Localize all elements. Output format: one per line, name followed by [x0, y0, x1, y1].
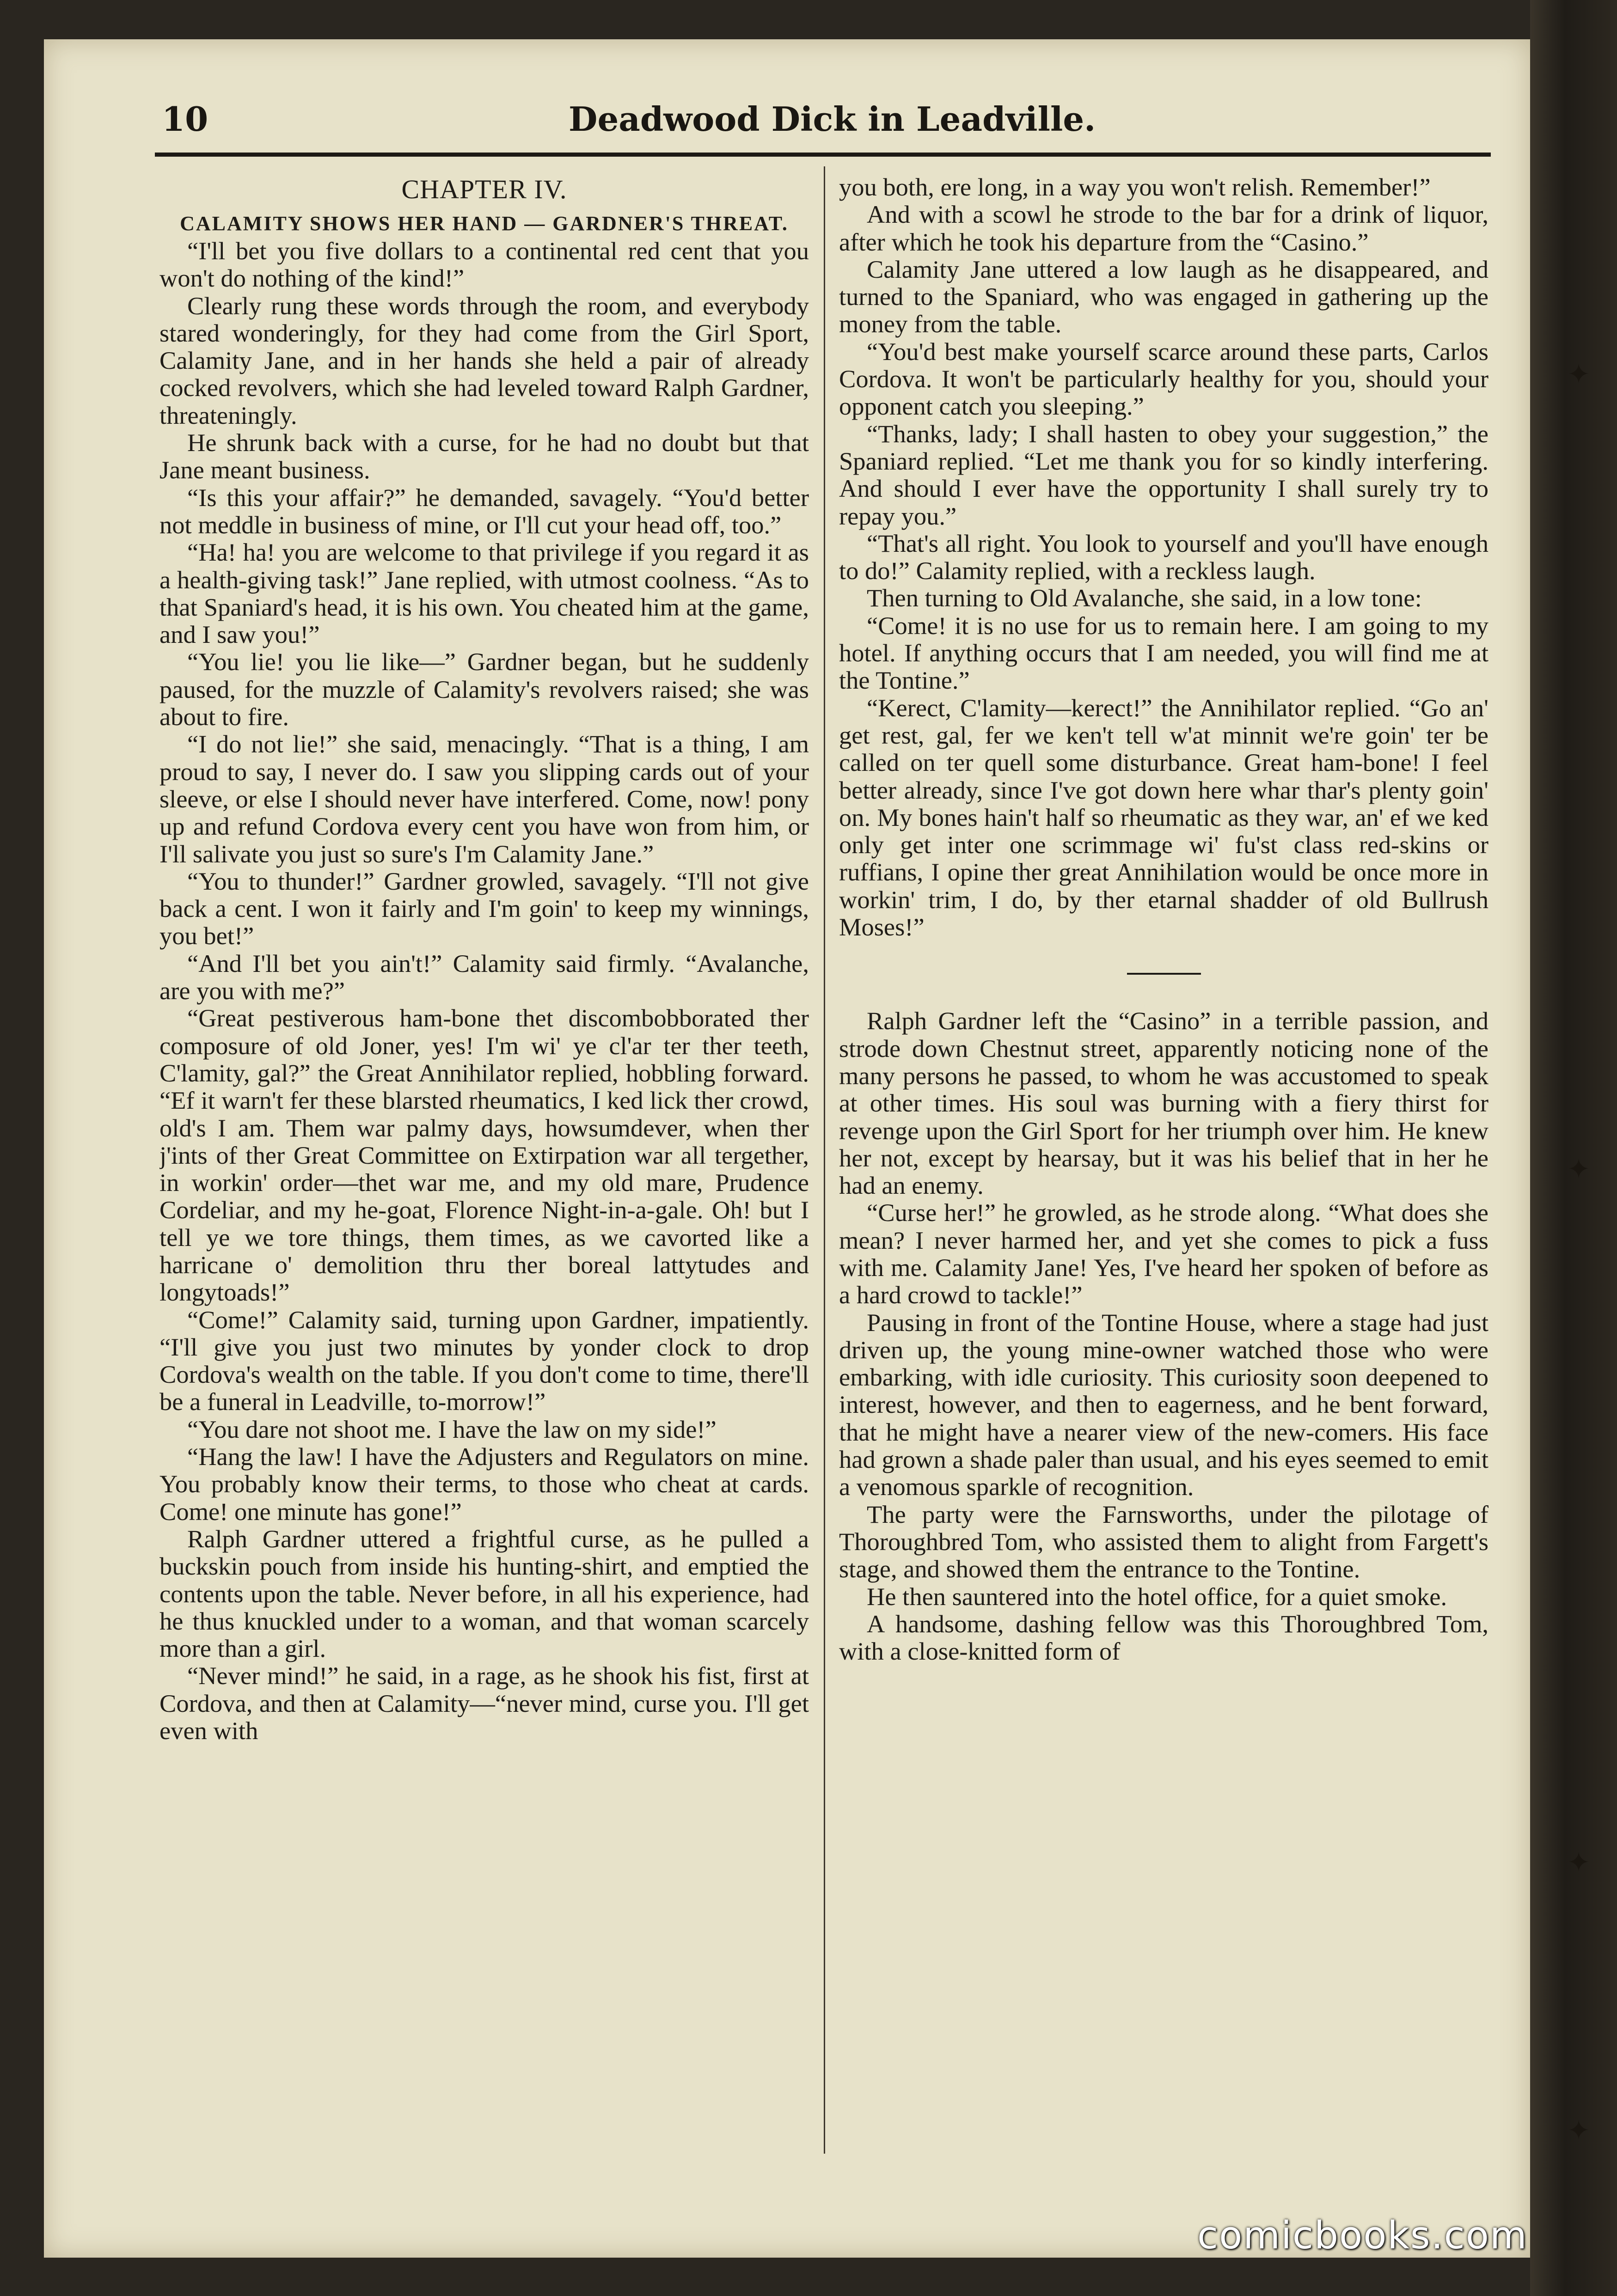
- paragraph: “You'd best make yourself scarce around these parts, Carlos Cordova. It won't be particularly healthy for you, should your opponent catch you sleeping.”: [839, 337, 1488, 421]
- binding-stitch-mark: ✦: [1567, 1846, 1591, 1879]
- chapter-subtitle: CALAMITY SHOWS HER HAND — GARDNER'S THREAT.: [180, 212, 789, 235]
- paragraph: “Hang the law! I have the Adjusters and Regulators on mine. You probably know their terms, to those who cheat at cards. Come! one minute has gone!”: [159, 1442, 809, 1526]
- paragraph: Pausing in front of the Tontine House, where a stage had just driven up, the young mine-owner watched those who were embarking, with idle curiosity. This curiosity soon deepened to interest, however, and then to eagerness, and he bent forward, that he might have a nearer view of the new-comers. His face had grown a shade paler than usual, and his eyes seemed to emit a venomous sparkle of recognition.: [839, 1308, 1488, 1501]
- book-spine: [1530, 0, 1617, 2296]
- paragraph: “You lie! you lie like—” Gardner began, but he suddenly paused, for the muzzle of Calamity's revolvers raised; she was about to fire.: [159, 647, 809, 731]
- paragraph: Clearly rung these words through the room, and everybody stared wonderingly, for they had come from the Girl Sport, Calamity Jane, and in her hands she held a pair of already cocked revolvers, which she had leveled toward Ralph Gardner, threateningly.: [159, 291, 809, 429]
- running-title: Deadwood Dick in Leadville.: [569, 99, 1096, 139]
- paragraph: The party were the Farnsworths, under the pilotage of Thoroughbred Tom, who assisted them to alight from Fargett's stage, and showed them the entrance to the Tontine.: [839, 1500, 1488, 1583]
- paragraph: “That's all right. You look to yourself and you'll have enough to do!” Calamity replied, with a reckless laugh.: [839, 529, 1488, 585]
- paragraph: “And I'll bet you ain't!” Calamity said firmly. “Avalanche, are you with me?”: [159, 949, 809, 1005]
- header-rule: [155, 153, 1491, 157]
- watermark: comicbooks.com: [1197, 2214, 1528, 2258]
- right-column: [839, 173, 1488, 2147]
- paragraph: He then sauntered into the hotel office, for a quiet smoke.: [867, 1582, 1447, 1611]
- section-break-rule: [1127, 973, 1201, 975]
- paragraph: Calamity Jane uttered a low laugh as he disappeared, and turned to the Spaniard, who was engaged in gathering up the money from the table.: [839, 255, 1488, 338]
- page-header: [162, 99, 1493, 150]
- paragraph: Then turning to Old Avalanche, she said, in a low tone:: [867, 584, 1422, 612]
- paragraph: “Thanks, lady; I shall hasten to obey your suggestion,” the Spaniard replied. “Let me thank you for so kindly interfering. And should I ever have the opportunity I shall surely try to repay you.”: [839, 419, 1488, 530]
- paragraph: “Never mind!” he said, in a rage, as he shook his fist, first at Cordova, and then at Calamity—“never mind, curse you. I'll get even with: [159, 1661, 809, 1745]
- paragraph: A handsome, dashing fellow was this Thoroughbred Tom, with a close-knitted form of: [839, 1609, 1488, 1666]
- left-column: [159, 173, 809, 2147]
- binding-stitch-mark: ✦: [1567, 1153, 1591, 1185]
- paragraph: “Is this your affair?” he demanded, savagely. “You'd better not meddle in business of mine, or I'll cut your head off, too.”: [159, 483, 809, 539]
- chapter-title: CHAPTER IV.: [401, 174, 567, 204]
- page-number: 10: [162, 99, 208, 139]
- paragraph: Ralph Gardner left the “Casino” in a terrible passion, and strode down Chestnut street, apparently noticing none of the many persons he passed, to whom he was accustomed to speak at other times. His soul was burning with a fiery thirst for revenge upon the Girl Sport for her triumph over him. He knew her not, except by hearsay, but it was his belief that in her he had an enemy.: [839, 1007, 1488, 1200]
- paragraph: “I do not lie!” she said, menacingly. “That is a thing, I am proud to say, I never do. I saw you slipping cards out of your sleeve, or else I should never have interfered. Come, now! pony up and refund Cordova every cent you have won from him, or I'll salivate you just so sure's I'm Calamity Jane.”: [159, 730, 809, 868]
- paragraph: “Curse her!” he growled, as he strode along. “What does she mean? I never harmed her, and yet she comes to pick a fuss with me. Calamity Jane! Yes, I've heard her spoken of before as a hard crowd to tackle!”: [839, 1198, 1488, 1309]
- paragraph: “Ha! ha! you are welcome to that privilege if you regard it as a health-giving task!” Jane replied, with utmost coolness. “As to that Spaniard's head, it is his own. You cheated him at the game, and I saw you!”: [159, 538, 809, 649]
- paragraph: “You dare not shoot me. I have the law on my side!”: [187, 1415, 717, 1443]
- paragraph: you both, ere long, in a way you won't relish. Remember!”: [839, 173, 1431, 201]
- paragraph: “Come!” Calamity said, turning upon Gardner, impatiently. “I'll give you just two minutes by yonder clock to drop Cordova's wealth on the table. If you don't come to time, there'll be a funeral in Leadville, to-morrow!”: [159, 1305, 809, 1416]
- paragraph: “You to thunder!” Gardner growled, savagely. “I'll not give back a cent. I won it fairly and I'm goin' to keep my winnings, you bet!”: [159, 867, 809, 950]
- binding-stitch-mark: ✦: [1567, 358, 1591, 391]
- paragraph: “Come! it is no use for us to remain here. I am going to my hotel. If anything occurs that I am needed, you will find me at the Tontine.”: [839, 611, 1488, 695]
- column-divider: [824, 166, 825, 2154]
- paragraph: “Kerect, C'lamity—kerect!” the Annihilator replied. “Go an' get rest, gal, fer we ken't tell w'at minnit we're goin' ter be called on ter quell some disturbance. Great ham-bone! I feel better already, since I've got down here whar thar's plenty goin' on. My bones hain't half so rheumatic as they war, an' ef we ked only get inter one scrimmage wi' fu'st class red-skins or ruffians, I opine ther great Annihilation would be once more in workin' trim, I do, by ther etarnal shadder of old Bullrush Moses!”: [839, 693, 1488, 941]
- paragraph: “Great pestiverous ham-bone thet discombobborated ther composure of old Joner, yes! I'm wi' ye cl'ar ter ther teeth, C'lamity, gal?” the Great Annihilator replied, hobbling forward. “Ef it warn't fer these blarsted rheumatics, I ked lick ther crowd, old's I am. Them war palmy days, howsumdever, when ther j'ints of ther Great Committee on Extirpation war all tergether, in workin' order—thet war me, and my old mare, Prudence Cordeliar, and my he-goat, Florence Night-in-a-gale. Oh! but I tell ye we tore things, them times, as we cavorted like a harricane o' demolition thru ther boreal lattytudes and longytoads!”: [159, 1004, 809, 1307]
- paragraph: And with a scowl he strode to the bar for a drink of liquor, after which he took his departure from the “Casino.”: [839, 200, 1488, 256]
- paragraph: “I'll bet you five dollars to a continental red cent that you won't do nothing of the kind!”: [159, 237, 809, 293]
- binding-stitch-mark: ✦: [1567, 2114, 1591, 2147]
- paragraph: Ralph Gardner uttered a frightful curse, as he pulled a buckskin pouch from inside his hunting-shirt, and emptied the contents upon the table. Never before, in all his experience, had he thus knuckled under to a woman, and that woman scarcely more than a girl.: [159, 1524, 809, 1663]
- paragraph: He shrunk back with a curse, for he had no doubt but that Jane meant business.: [159, 428, 809, 484]
